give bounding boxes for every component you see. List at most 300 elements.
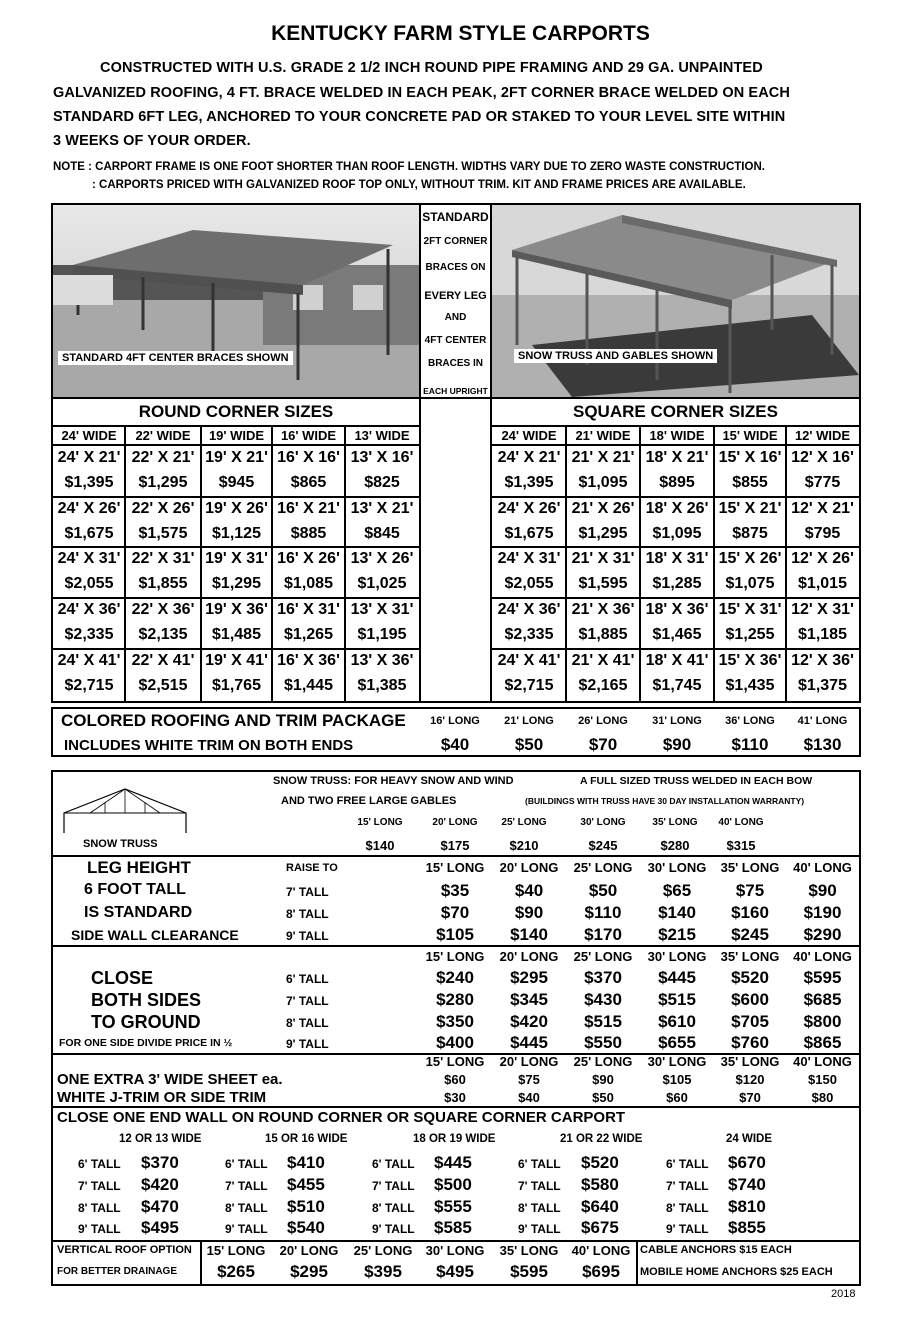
square-size: 12' X 26' [791, 550, 854, 567]
square-heading-rule [492, 425, 859, 427]
snow-length: 15' LONG [357, 817, 403, 828]
close-price: $240 [436, 968, 474, 987]
endwall-height: 6' TALL [225, 1157, 268, 1171]
round-size: 19' X 26' [205, 500, 268, 517]
close-price: $685 [803, 990, 842, 1009]
round-row-rule [53, 496, 419, 498]
intro-line-4: 3 WEEKS OF YOUR ORDER. [53, 133, 251, 149]
round-header-rule [53, 444, 419, 446]
round-size: 19' X 36' [205, 601, 268, 618]
square-size: 15' X 31' [718, 601, 782, 618]
round-price: $1,385 [357, 677, 407, 694]
square-price: $1,595 [578, 575, 628, 592]
square-size: 24' X 36' [497, 601, 561, 618]
endwall-height: 6' TALL [78, 1157, 121, 1171]
extras-length: 40' LONG [793, 1054, 852, 1069]
endwall-width: 24 WIDE [726, 1133, 773, 1145]
square-size: 15' X 21' [718, 500, 782, 517]
close-height: 9' TALL [286, 1037, 329, 1051]
snow-length: 20' LONG [432, 817, 478, 828]
trim-length: 21' LONG [504, 715, 554, 727]
endwall-height: 6' TALL [666, 1157, 709, 1171]
endwall-height: 6' TALL [372, 1157, 415, 1171]
snow-right-1: A FULL SIZED TRUSS WELDED IN EACH BOW [580, 775, 813, 787]
square-price: $2,165 [578, 677, 628, 694]
endwall-price: $410 [287, 1153, 325, 1172]
snow-line-2: AND TWO FREE LARGE GABLES [281, 795, 457, 807]
leg-price: $75 [735, 881, 765, 900]
round-price: $1,395 [64, 474, 114, 491]
square-price: $1,285 [652, 575, 702, 592]
snow-section-rule [53, 855, 859, 857]
square-price: $775 [804, 474, 841, 491]
round-carport-photo [53, 205, 419, 397]
close-length: 40' LONG [793, 949, 852, 964]
leg-price: $65 [662, 881, 692, 900]
leg-length: 20' LONG [499, 860, 559, 875]
trim-length: 31' LONG [652, 715, 702, 727]
snow-length: 40' LONG [718, 817, 764, 828]
square-size: 15' X 16' [718, 449, 782, 466]
square-price: $1,435 [725, 677, 775, 694]
endwall-price: $555 [434, 1197, 472, 1216]
endwall-height: 9' TALL [372, 1222, 415, 1236]
vertical-price: $295 [290, 1262, 328, 1281]
close-price: $655 [658, 1033, 696, 1052]
endwall-price: $540 [287, 1218, 325, 1237]
note-line-2: : CARPORTS PRICED WITH GALVANIZED ROOF TOP ONLY, WITHOUT TRIM. KIT AND FRAME PRICES ARE AVAILABLE. [92, 179, 746, 191]
mobile-home-anchors: MOBILE HOME ANCHORS $25 EACH [640, 1266, 833, 1278]
snow-length: 25' LONG [501, 817, 547, 828]
square-price: $855 [732, 474, 768, 491]
endwall-price: $445 [434, 1153, 472, 1172]
square-header-rule [492, 444, 859, 446]
round-price: $865 [290, 474, 327, 491]
square-width-header: 21' WIDE [575, 428, 631, 443]
vertical-price: $395 [364, 1262, 402, 1281]
round-size: 19' X 21' [205, 449, 268, 466]
round-width-header: 19' WIDE [208, 428, 265, 443]
endwall-height: 9' TALL [518, 1222, 561, 1236]
endwall-height: 8' TALL [78, 1201, 121, 1215]
endwall-price: $420 [141, 1175, 179, 1194]
square-size: 15' X 36' [718, 652, 782, 669]
endwall-height: 7' TALL [666, 1179, 709, 1193]
cable-anchors: CABLE ANCHORS $15 EACH [640, 1244, 792, 1256]
close-length: 35' LONG [720, 949, 780, 964]
vertical-length: 20' LONG [279, 1243, 339, 1258]
center-text-5: AND [444, 312, 467, 323]
trim-line-2: INCLUDES WHITE TRIM ON BOTH ENDS [64, 737, 354, 754]
square-carport-photo [492, 205, 859, 397]
close-height: 7' TALL [286, 994, 329, 1008]
square-photo-caption: SNOW TRUSS AND GABLES SHOWN [514, 349, 717, 363]
leg-length: 30' LONG [647, 860, 707, 875]
square-size: 12' X 21' [791, 500, 854, 517]
leg-price: $140 [658, 903, 696, 922]
square-price: $1,095 [652, 525, 702, 542]
square-price: $1,075 [725, 575, 775, 592]
center-text-3: BRACES ON [425, 262, 486, 273]
trim-price: $70 [588, 735, 618, 754]
extras-length: 15' LONG [425, 1054, 485, 1069]
square-price: $1,095 [578, 474, 628, 491]
leg-price: $160 [731, 903, 769, 922]
round-price: $2,335 [64, 626, 114, 643]
leg-price: $70 [440, 903, 470, 922]
close-price: $295 [510, 968, 548, 987]
square-row-rule [492, 546, 859, 548]
close-price: $520 [731, 968, 769, 987]
square-price: $1,745 [652, 677, 702, 694]
close-length: 20' LONG [499, 949, 559, 964]
vertical-length: 15' LONG [206, 1243, 266, 1258]
page-title: KENTUCKY FARM STYLE CARPORTS [271, 22, 650, 45]
square-size: 21' X 41' [571, 652, 635, 669]
round-price: $1,265 [284, 626, 333, 643]
photo-bottom-rule [53, 397, 859, 399]
close-price: $280 [436, 990, 474, 1009]
trim-price: $50 [514, 735, 544, 754]
endwall-width: 12 OR 13 WIDE [119, 1133, 202, 1145]
square-price: $875 [732, 525, 768, 542]
round-size: 13' X 36' [350, 652, 414, 669]
endwall-heading: CLOSE ONE END WALL ON ROUND CORNER OR SQUARE CORNER CARPORT [57, 1109, 626, 1126]
jtrim-price: $40 [518, 1090, 540, 1105]
leg-price: $90 [808, 881, 837, 900]
endwall-height: 8' TALL [518, 1201, 561, 1215]
round-size: 19' X 41' [205, 652, 268, 669]
square-price: $2,335 [504, 626, 554, 643]
round-size: 24' X 41' [57, 652, 121, 669]
snow-price: $175 [440, 838, 470, 853]
round-photo-caption: STANDARD 4FT CENTER BRACES SHOWN [58, 351, 293, 365]
round-price: $1,575 [138, 525, 188, 542]
snow-length: 35' LONG [652, 817, 698, 828]
leg-label-3: IS STANDARD [84, 904, 193, 921]
round-row-rule [53, 597, 419, 599]
intro-line-1: CONSTRUCTED WITH U.S. GRADE 2 1/2 INCH ROUND PIPE FRAMING AND 29 GA. UNPAINTED [100, 60, 763, 76]
endwall-width: 18 OR 19 WIDE [413, 1133, 496, 1145]
square-price: $2,055 [504, 575, 554, 592]
close-price: $420 [510, 1012, 548, 1031]
leg-height: 9' TALL [286, 929, 329, 943]
close-price: $350 [436, 1012, 474, 1031]
endwall-price: $470 [141, 1197, 179, 1216]
center-column-left-border [419, 205, 421, 701]
round-size: 24' X 21' [57, 449, 121, 466]
leg-price: $40 [514, 881, 544, 900]
square-size: 21' X 21' [571, 449, 635, 466]
trim-price: $40 [440, 735, 470, 754]
close-price: $595 [803, 968, 842, 987]
square-price: $1,675 [504, 525, 554, 542]
leg-price: $90 [514, 903, 544, 922]
jtrim-price: $70 [739, 1090, 761, 1105]
endwall-section-rule [53, 1240, 859, 1242]
leg-label-1: LEG HEIGHT [87, 858, 191, 877]
round-price: $2,055 [64, 575, 114, 592]
round-size: 22' X 36' [131, 601, 195, 618]
square-width-header: 15' WIDE [722, 428, 778, 443]
endwall-height: 7' TALL [78, 1179, 121, 1193]
square-size: 12' X 16' [791, 449, 854, 466]
round-price: $1,025 [357, 575, 407, 592]
leg-price: $190 [803, 903, 842, 922]
close-length: 30' LONG [647, 949, 707, 964]
extra-sheet-price: $90 [592, 1072, 614, 1087]
endwall-height: 9' TALL [225, 1222, 268, 1236]
extra-sheet-price: $150 [808, 1072, 837, 1087]
round-size: 16' X 16' [277, 449, 340, 466]
round-width-header: 24' WIDE [61, 428, 117, 443]
square-price: $1,375 [798, 677, 847, 694]
snow-price: $280 [660, 838, 690, 853]
leg-price: $290 [803, 925, 842, 944]
round-size: 16' X 31' [277, 601, 340, 618]
trim-price: $110 [731, 735, 769, 754]
round-price: $1,195 [357, 626, 407, 643]
close-price: $760 [731, 1033, 769, 1052]
endwall-price: $510 [287, 1197, 325, 1216]
square-width-header: 12' WIDE [794, 428, 851, 443]
extras-length: 35' LONG [720, 1054, 780, 1069]
round-size: 24' X 26' [57, 500, 121, 517]
endwall-height: 8' TALL [666, 1201, 709, 1215]
square-carport-illustration [492, 205, 859, 397]
close-price: $600 [731, 990, 769, 1009]
jtrim-label: WHITE J-TRIM OR SIDE TRIM [57, 1089, 267, 1106]
note-line-1: NOTE : CARPORT FRAME IS ONE FOOT SHORTER THAN ROOF LENGTH. WIDTHS VARY DUE TO ZERO WASTE CONSTRUCTION. [53, 161, 765, 173]
intro-line-3: STANDARD 6FT LEG, ANCHORED TO YOUR CONCRETE PAD OR STAKED TO YOUR LEVEL SITE WITHIN [53, 109, 786, 125]
trim-price: $90 [662, 735, 692, 754]
square-width-header: 24' WIDE [501, 428, 557, 443]
center-text-1: STANDARD [422, 210, 489, 224]
snow-price: $140 [365, 838, 395, 853]
round-size: 22' X 26' [131, 500, 195, 517]
endwall-price: $740 [728, 1175, 766, 1194]
endwall-height: 7' TALL [372, 1179, 415, 1193]
round-size: 16' X 36' [277, 652, 340, 669]
endwall-height: 8' TALL [225, 1201, 268, 1215]
endwall-price: $455 [287, 1175, 325, 1194]
square-size: 12' X 36' [791, 652, 854, 669]
trim-price: $130 [803, 735, 842, 754]
intro-line-2: GALVANIZED ROOFING, 4 FT. BRACE WELDED IN EACH PEAK, 2FT CORNER BRACE WELDED ON EACH [53, 85, 790, 101]
square-price: $795 [804, 525, 841, 542]
trim-length: 36' LONG [725, 715, 775, 727]
close-length: 25' LONG [573, 949, 633, 964]
extra-sheet-price: $60 [444, 1072, 466, 1087]
center-text-6: 4FT CENTER [424, 335, 487, 346]
vertical-price: $695 [582, 1262, 620, 1281]
vertical-price: $495 [436, 1262, 474, 1281]
close-price: $550 [584, 1033, 622, 1052]
vertical-length: 40' LONG [571, 1243, 631, 1258]
endwall-price: $370 [141, 1153, 179, 1172]
close-height: 8' TALL [286, 1016, 329, 1030]
close-price: $800 [803, 1012, 842, 1031]
endwall-width: 15 OR 16 WIDE [265, 1133, 348, 1145]
extras-length: 30' LONG [647, 1054, 707, 1069]
leg-label-2: 6 FOOT TALL [84, 881, 186, 898]
round-width-header: 16' WIDE [280, 428, 337, 443]
close-price: $515 [658, 990, 696, 1009]
round-size: 13' X 21' [350, 500, 414, 517]
trim-line-1: COLORED ROOFING AND TRIM PACKAGE [61, 711, 406, 730]
endwall-price: $855 [728, 1218, 766, 1237]
endwall-price: $495 [141, 1218, 179, 1237]
endwall-width: 21 OR 22 WIDE [560, 1133, 643, 1145]
leg-price: $170 [584, 925, 622, 944]
square-price: $1,395 [504, 474, 554, 491]
round-price: $1,445 [284, 677, 333, 694]
extra-sheet-price: $105 [662, 1072, 692, 1087]
round-price: $1,125 [212, 525, 261, 542]
round-size: 24' X 31' [57, 550, 121, 567]
snow-truss-label: SNOW TRUSS [83, 838, 158, 850]
endwall-price: $810 [728, 1197, 766, 1216]
square-size: 24' X 31' [497, 550, 561, 567]
endwall-height: 7' TALL [225, 1179, 268, 1193]
jtrim-price: $60 [666, 1090, 688, 1105]
leg-price: $110 [584, 903, 622, 922]
vertical-length: 30' LONG [425, 1243, 485, 1258]
square-price: $1,255 [725, 626, 775, 643]
endwall-height: 8' TALL [372, 1201, 415, 1215]
square-price: $1,015 [798, 575, 847, 592]
leg-price: $35 [440, 881, 470, 900]
round-price: $1,295 [212, 575, 261, 592]
round-width-header: 22' WIDE [135, 428, 191, 443]
square-width-header: 18' WIDE [649, 428, 705, 443]
year-label: 2018 [831, 1288, 856, 1300]
round-heading-rule [53, 425, 419, 427]
square-corner-heading: SQUARE CORNER SIZES [573, 402, 778, 421]
vertical-label-2: FOR BETTER DRAINAGE [57, 1266, 177, 1277]
square-row-rule [492, 597, 859, 599]
vertical-label-1: VERTICAL ROOF OPTION [57, 1244, 192, 1256]
vertical-price: $595 [510, 1262, 548, 1281]
endwall-height: 9' TALL [78, 1222, 121, 1236]
round-price: $2,515 [138, 677, 188, 694]
center-text-7: BRACES IN [427, 358, 483, 369]
square-price: $1,295 [578, 525, 628, 542]
close-label-3: TO GROUND [91, 1012, 201, 1032]
square-size: 18' X 21' [645, 449, 709, 466]
leg-height: 7' TALL [286, 885, 329, 899]
endwall-price: $675 [581, 1218, 619, 1237]
square-size: 15' X 26' [718, 550, 782, 567]
round-carport-illustration [53, 205, 419, 397]
round-price: $2,135 [138, 626, 188, 643]
vertical-price: $265 [217, 1262, 255, 1281]
close-price: $610 [658, 1012, 696, 1031]
snow-price: $245 [588, 838, 618, 853]
square-price: $1,885 [578, 626, 628, 643]
center-text-2: 2FT CORNER [423, 236, 488, 247]
close-price: $865 [803, 1033, 842, 1052]
close-price: $370 [584, 968, 622, 987]
close-label-1: CLOSE [91, 968, 154, 988]
vertical-length: 25' LONG [353, 1243, 413, 1258]
endwall-price: $580 [581, 1175, 619, 1194]
leg-length: 25' LONG [573, 860, 633, 875]
vertical-anchor-divider [636, 1240, 638, 1284]
square-size: 21' X 26' [571, 500, 635, 517]
round-size: 22' X 41' [131, 652, 195, 669]
trim-length: 16' LONG [430, 715, 480, 727]
close-height: 6' TALL [286, 972, 329, 986]
square-row-rule [492, 496, 859, 498]
leg-price: $245 [731, 925, 769, 944]
snow-right-2: (BUILDINGS WITH TRUSS HAVE 30 DAY INSTALLATION WARRANTY) [525, 796, 805, 806]
round-size: 22' X 31' [131, 550, 195, 567]
leg-length: 40' LONG [793, 860, 852, 875]
square-price: $1,185 [798, 626, 847, 643]
round-price: $825 [364, 474, 400, 491]
snow-price: $210 [509, 838, 539, 853]
round-price: $1,085 [284, 575, 333, 592]
leg-height: 8' TALL [286, 907, 329, 921]
endwall-price: $500 [434, 1175, 472, 1194]
endwall-height: 6' TALL [518, 1157, 561, 1171]
leg-raise-header: RAISE TO [286, 862, 338, 874]
round-price: $845 [364, 525, 400, 542]
endwall-height: 9' TALL [666, 1222, 709, 1236]
square-size: 18' X 36' [645, 601, 709, 618]
round-price: $2,715 [64, 677, 114, 694]
round-size: 13' X 16' [350, 449, 414, 466]
jtrim-price: $80 [811, 1090, 834, 1105]
square-row-rule [492, 648, 859, 650]
square-size: 18' X 31' [645, 550, 709, 567]
snow-truss-icon [60, 785, 190, 835]
vertical-length: 35' LONG [499, 1243, 559, 1258]
close-price: $445 [510, 1033, 548, 1052]
close-price: $400 [436, 1033, 474, 1052]
leg-price: $215 [658, 925, 696, 944]
round-price: $1,485 [212, 626, 261, 643]
close-note: FOR ONE SIDE DIVIDE PRICE IN ½ [59, 1037, 233, 1049]
leg-label-4: SIDE WALL CLEARANCE [71, 927, 239, 943]
extras-length: 20' LONG [499, 1054, 559, 1069]
square-size: 18' X 41' [645, 652, 709, 669]
leg-length: 35' LONG [720, 860, 780, 875]
close-length: 15' LONG [425, 949, 485, 964]
trim-length: 26' LONG [578, 715, 628, 727]
square-price: $2,715 [504, 677, 554, 694]
endwall-price: $640 [581, 1197, 619, 1216]
round-size: 24' X 36' [57, 601, 121, 618]
square-price: $1,465 [652, 626, 702, 643]
snow-length: 30' LONG [580, 817, 626, 828]
square-size: 21' X 36' [571, 601, 635, 618]
leg-section-rule [53, 945, 859, 947]
extra-sheet-price: $120 [735, 1072, 765, 1087]
round-size: 19' X 31' [205, 550, 268, 567]
square-size: 24' X 41' [497, 652, 561, 669]
snow-line-1: SNOW TRUSS: FOR HEAVY SNOW AND WIND [273, 775, 514, 787]
round-price: $885 [290, 525, 327, 542]
center-text-4: EVERY LEG [424, 290, 487, 302]
round-size: 16' X 21' [277, 500, 340, 517]
close-label-2: BOTH SIDES [91, 990, 202, 1010]
endwall-price: $520 [581, 1153, 619, 1172]
endwall-height: 7' TALL [518, 1179, 561, 1193]
round-price: $945 [218, 474, 255, 491]
extras-length: 25' LONG [573, 1054, 633, 1069]
